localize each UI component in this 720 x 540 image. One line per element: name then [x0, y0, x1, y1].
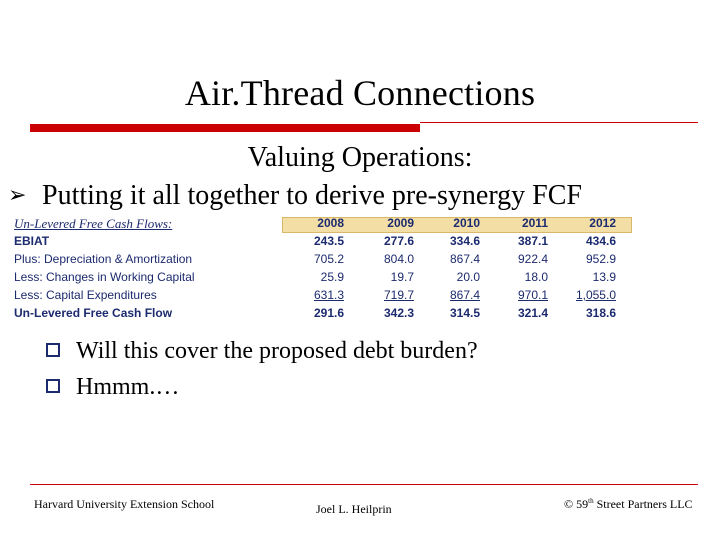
sub-bullet-text: Will this cover the proposed debt burden?: [76, 338, 478, 364]
row-label: Less: Changes in Working Capital: [14, 270, 195, 284]
sub-bullet-text: Hmmm.…: [76, 374, 180, 400]
main-bullet: [8, 180, 582, 212]
table-cell: 387.1: [517, 234, 548, 248]
year-header: 2009: [387, 216, 414, 230]
table-row-working-capital: [14, 268, 624, 286]
table-cell: 18.0: [524, 270, 548, 284]
table-row-capex: [14, 286, 624, 304]
table-cell: 952.9: [585, 252, 616, 266]
footer-rule: [30, 484, 698, 485]
slide-subtitle: Valuing Operations:: [247, 142, 473, 173]
table-caption: Un-Levered Free Cash Flows:: [14, 216, 173, 231]
table-cell: 867.4: [449, 288, 480, 302]
table-cell: 13.9: [592, 270, 616, 284]
table-cell: 19.7: [390, 270, 414, 284]
year-header: 2012: [589, 216, 616, 230]
table-cell: 25.9: [320, 270, 344, 284]
table-cell: 243.5: [313, 234, 344, 248]
title-underline-bar: [30, 124, 420, 132]
table-cell: 314.5: [449, 306, 480, 320]
fcf-table: [14, 216, 624, 322]
sub-bullet: [46, 374, 179, 401]
table-cell: 321.4: [517, 306, 548, 320]
table-cell: 922.4: [517, 252, 548, 266]
table-row-depreciation: [14, 250, 624, 268]
table-cell: 334.6: [449, 234, 480, 248]
row-label: Plus: Depreciation & Amortization: [14, 252, 193, 266]
table-cell: 434.6: [585, 234, 616, 248]
table-cell: 867.4: [449, 252, 480, 266]
slide-title: Air.Thread Connections: [184, 73, 536, 113]
table-header: [14, 216, 624, 232]
table-cell: 277.6: [383, 234, 414, 248]
footer-author: Joel L. Heilprin: [316, 502, 392, 516]
table-cell: 342.3: [383, 306, 414, 320]
table-cell: 705.2: [313, 252, 344, 266]
table-row-ebiat: [14, 232, 624, 250]
year-header: 2010: [453, 216, 480, 230]
footer-left: Harvard University Extension School: [34, 497, 215, 511]
row-label: EBIAT: [14, 234, 50, 248]
title-underline-rule: [420, 122, 698, 123]
table-cell: 719.7: [383, 288, 414, 302]
square-bullet-icon: [46, 379, 60, 393]
row-label: Less: Capital Expenditures: [14, 288, 157, 302]
square-bullet-icon: [46, 343, 60, 357]
sub-bullet: [46, 338, 478, 365]
table-cell: 970.1: [517, 288, 548, 302]
table-cell: 1,055.0: [575, 288, 616, 302]
table-cell: 804.0: [383, 252, 414, 266]
table-row-ufcf: [14, 304, 624, 322]
footer-copyright: © 59th Street Partners LLC: [564, 497, 693, 511]
table-cell: 20.0: [456, 270, 480, 284]
arrow-bullet-icon: ➢: [8, 183, 27, 208]
main-bullet-text: Putting it all together to derive pre-synergy FCF: [42, 180, 582, 211]
table-cell: 291.6: [313, 306, 344, 320]
table-cell: 631.3: [313, 288, 344, 302]
year-header: 2008: [317, 216, 344, 230]
row-label: Un-Levered Free Cash Flow: [14, 306, 173, 320]
year-header: 2011: [521, 216, 548, 230]
table-cell: 318.6: [585, 306, 616, 320]
